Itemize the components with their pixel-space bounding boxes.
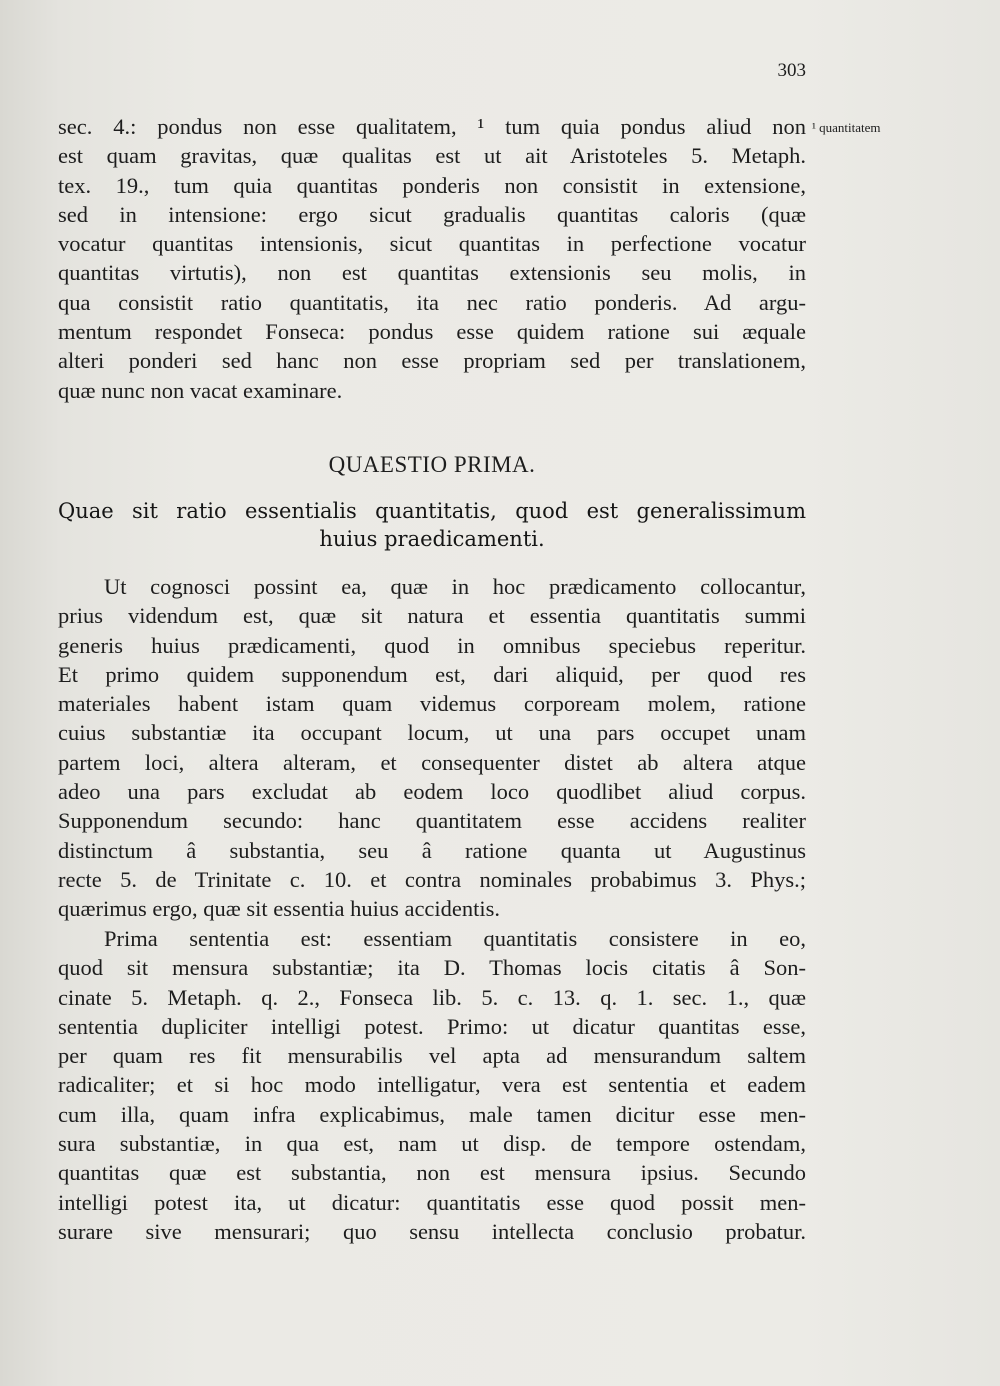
text-line: adeo una pars excludat ab eodem loco quodlibet aliud corpus.	[58, 779, 806, 805]
question-title-line: huius praedicamenti.	[319, 527, 545, 551]
question-title-line: Quae sit ratio essentialis quantitatis, quod est generalissimum	[58, 499, 806, 523]
paragraph-two	[58, 572, 806, 924]
text-line: est quam gravitas, quæ qualitas est ut ait Aristoteles 5. Metaph.	[58, 143, 806, 169]
text-line: sententia dupliciter intelligi potest. Primo: ut dicatur quantitas esse,	[58, 1013, 806, 1039]
question-title	[58, 497, 806, 553]
text-line: alteri ponderi sed hanc non esse propriam sed per translationem,	[58, 348, 806, 374]
text-line: tex. 19., tum quia quantitas ponderis non consistit in extensione,	[58, 172, 806, 198]
text-line: vocatur quantitas intensionis, sicut quantitas in perfectione vocatur	[58, 231, 806, 257]
text-line: cuius substantiæ ita occupant locum, ut una pars occupet unam	[58, 720, 806, 746]
text-line: cum illa, quam infra explicabimus, male tamen dicitur esse men-	[58, 1101, 806, 1127]
page-number: 303	[777, 60, 806, 81]
text-line: materiales habent istam quam videmus corpoream molem, ratione	[58, 691, 806, 717]
text-line: sec. 4.: pondus non esse qualitatem, ¹ tum quia pondus aliud non	[58, 114, 806, 139]
paragraph-three	[58, 924, 806, 1246]
text-line: prius videndum est, quæ sit natura et essentia quantitatis summi	[58, 603, 806, 629]
text-line: per quam res fit mensurabilis vel apta ad mensurandum saltem	[58, 1043, 806, 1069]
text-line: quod sit mensura substantiæ; ita D. Thomas locis citatis â Son-	[58, 955, 806, 981]
text-line: quantitas virtutis), non est quantitas extensionis seu molis, in	[58, 260, 806, 286]
text-line: distinctum â substantia, seu â ratione quanta ut Augustinus	[58, 837, 806, 863]
text-line: partem loci, altera alteram, et consequenter distet ab altera atque	[58, 749, 806, 775]
text-line: recte 5. de Trinitate c. 10. et contra nominales probabimus 3. Phys.;	[58, 866, 806, 892]
text-line: sura substantiæ, in qua est, nam ut disp. de tempore ostendam,	[58, 1131, 806, 1157]
text-line: mentum respondet Fonseca: pondus esse quidem ratione sui æquale	[58, 319, 806, 345]
text-line: quæ nunc non vacat examinare.	[58, 377, 343, 403]
text-line: Et primo quidem supponendum est, dari aliquid, per quod res	[58, 661, 806, 687]
text-line: radicaliter; et si hoc modo intelligatur, vera est sententia et eadem	[58, 1072, 806, 1098]
text-line: quantitas quæ est substantia, non est mensura ipsius. Secundo	[58, 1160, 806, 1186]
intro-paragraph	[58, 112, 806, 405]
text-line: cinate 5. Metaph. q. 2., Fonseca lib. 5. c. 13. q. 1. sec. 1., quæ	[58, 984, 806, 1010]
text-line: Supponendum secundo: hanc quantitatem esse accidens realiter	[58, 808, 806, 834]
margin-note: ¹ quantitatem	[812, 120, 881, 135]
section-heading: QUAESTIO PRIMA.	[328, 452, 536, 477]
text-line: generis huius prædicamenti, quod in omnibus speciebus reperitur.	[58, 632, 806, 658]
text-line: quærimus ergo, quæ sit essentia huius accidentis.	[58, 896, 501, 922]
text-line: intelligi potest ita, ut dicatur: quantitatis esse quod possit men-	[58, 1189, 806, 1215]
text-line: Prima sententia est: essentiam quantitatis consistere in eo,	[104, 926, 806, 951]
text-line: Ut cognosci possint ea, quæ in hoc prædicamento collocantur,	[104, 574, 806, 599]
text-line: sed in intensione: ergo sicut gradualis quantitas caloris (quæ	[58, 201, 806, 227]
text-line: surare sive mensurari; quo sensu intellecta conclusio probatur.	[58, 1218, 806, 1244]
text-line: qua consistit ratio quantitatis, ita nec ratio ponderis. Ad argu-	[58, 289, 806, 315]
